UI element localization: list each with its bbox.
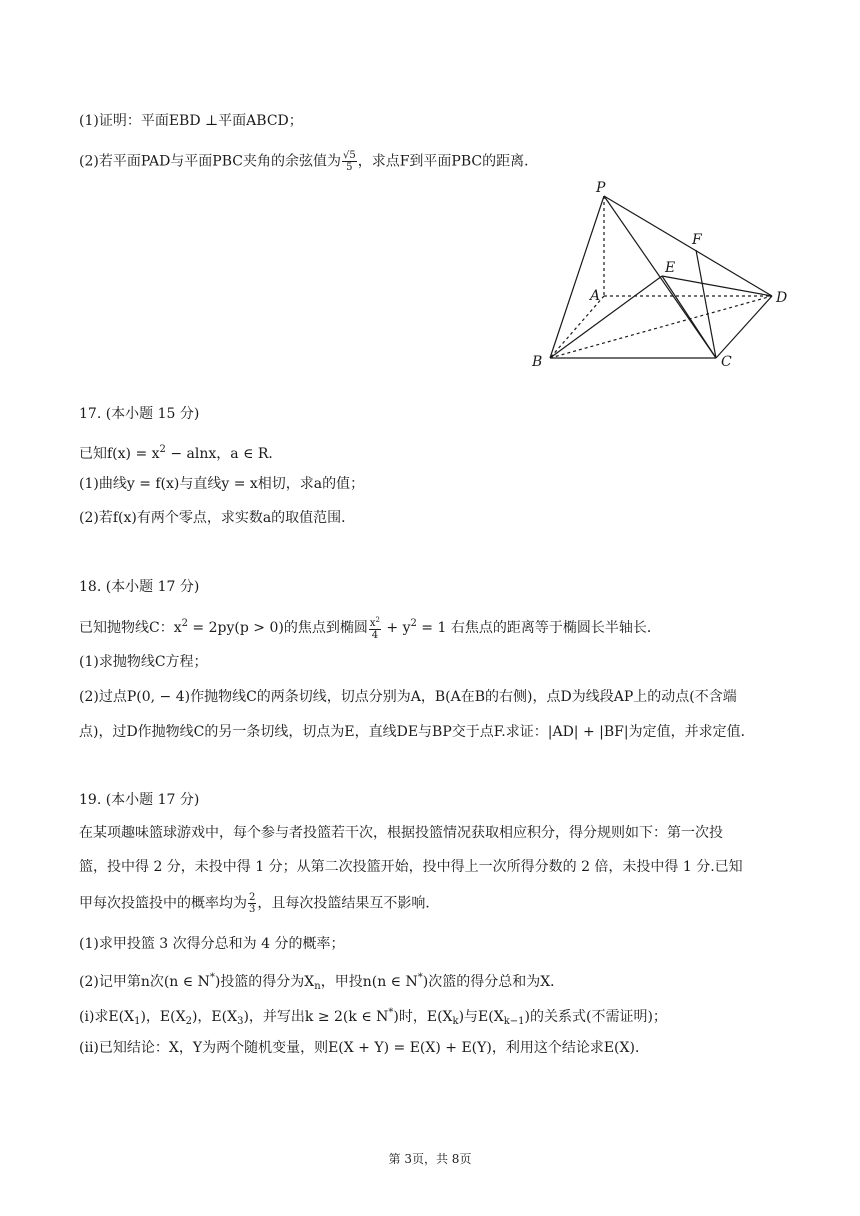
label-b: B [532,354,543,370]
q19-part1: (1)求甲投篮 3 次得分总和为 4 分的概率； [79,936,345,952]
q16-part1: (1)证明：平面EBD ⊥平面ABCD； [79,113,303,129]
label-d: D [776,290,788,306]
edge-bd [550,296,772,358]
q18-part2-line1: (2)过点P(0, − 4)作抛物线C的两条切线，切点分别为A，B(A在B的右侧)，点D为线段AP上的动点(不含端 [79,689,737,705]
edge-cd [716,296,772,358]
q18-header: 18. (本小题 17 分) [79,579,200,595]
q19-stem-line3: 甲每次投篮投中的概率均为 $\frac{2}{3}$ ，且每次投篮结果互不影响． [79,892,440,915]
label-a: A [590,288,601,304]
label-e: E [665,260,676,276]
q18-part1: (1)求抛物线C方程； [79,654,208,670]
label-p: P [596,180,606,196]
q19-stem-line1: 在某项趣味篮球游戏中，每个参与者投篮若干次，根据投篮情况获取相应积分，得分规则如下：第一次投 [79,825,723,841]
q19-stem-line2: 篮，投中得 2 分，未投中得 1 分；从第二次投篮开始，投中得上一次所得分数的 2 倍，未投中得 1 分.已知 [79,859,743,875]
edge-pb [550,196,604,358]
q17-stem: 已知$f(x) = x^2 - alnx$，a ∈ R． [79,444,283,462]
label-c: C [721,354,732,370]
edge-be [550,276,662,358]
q16-part2: (2)若平面PAD与平面PBC夹角的余弦值为 $\frac{√5}{5}$ ，求点F到平面PBC的距离． [79,150,539,173]
q16-fraction: $\frac{√5}{5}$ [342,150,356,173]
q18-part2-line2: 点)，过D作抛物线C的另一条切线，切点为E，直线DE与BP交于点F.求证：|AD| + |BF|为定值，并求定值． [79,724,755,740]
q19-sub-ii: (ii)已知结论：X，Y为两个随机变量，则E(X + Y) = E(X) + E(Y)，利用这个结论求E(X)． [79,1040,649,1056]
q19-header: 19. (本小题 17 分) [79,792,200,808]
q17-part2: (2)若f(x)有两个零点，求实数a的取值范围． [79,510,356,526]
edge-ab [550,296,604,358]
q17-header: 17. (本小题 15 分) [79,406,200,422]
q18-stem: 已知抛物线C：$x^2 = 2py(p > 0)$的焦点到椭圆 $\frac{x^2}{4}$ + $y^2 = 1$ 右焦点的距离等于椭圆长半轴长． [79,616,661,641]
page-footer: 第 3页，共 8页 [388,1152,472,1166]
label-f: F [692,232,702,248]
q17-part1: (1)曲线y = f(x)与直线y = x相切，求a的值； [79,476,365,492]
q19-part2: (2)记甲第n次(n ∈ N*)投篮的得分为$X_n$，甲投n(n ∈ N*)次篮的得分总和为X． [79,972,565,992]
q19-sub-i: (i)求$E(X_1)$，$E(X_2)$，$E(X_3)$，并写出k ≥ 2(k ∈ N*)时，$E(X_k)$与$E(X_{k-1})$的关系式(不需证明)； [79,1007,667,1027]
pyramid-figure [526,176,796,372]
